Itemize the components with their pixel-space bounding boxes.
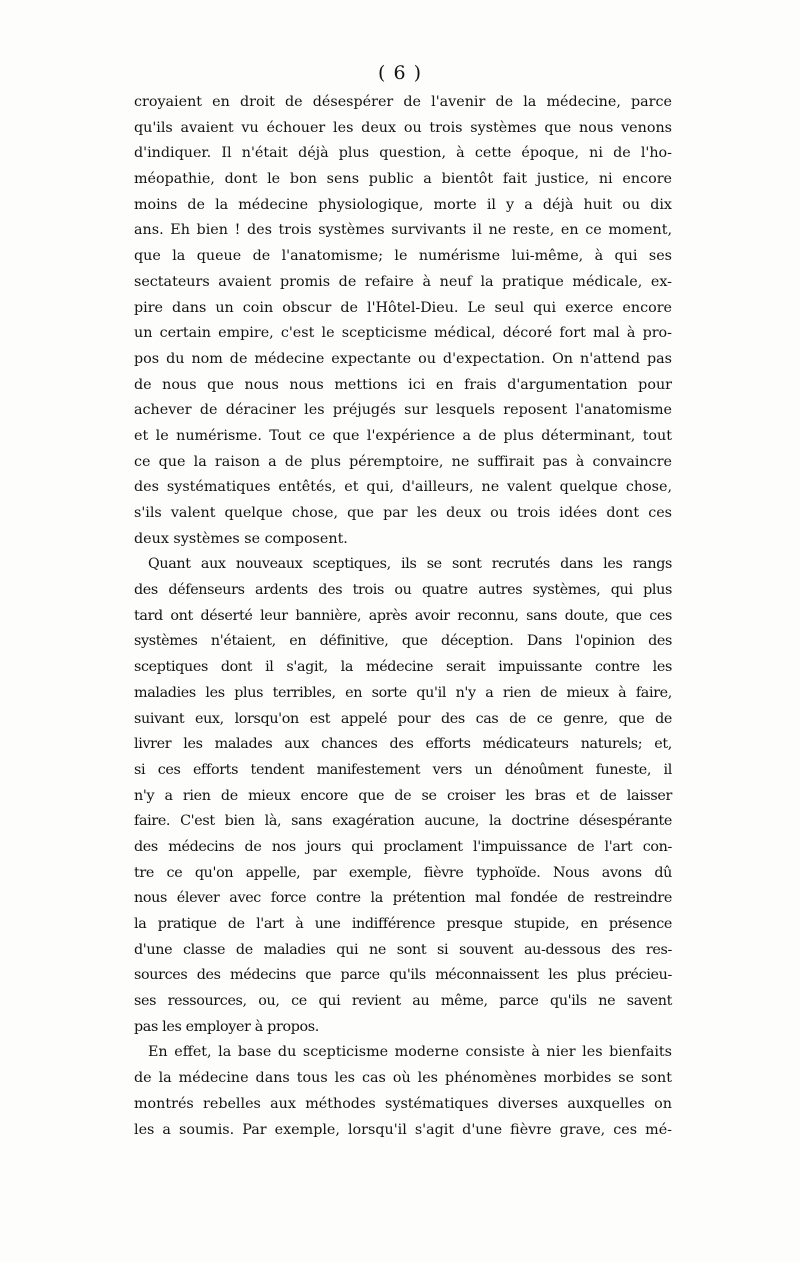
text-line: pas les employer à propos.	[134, 1018, 319, 1035]
text-line: ses ressources, ou, ce qui revient au même, parce qu'ils ne savent	[134, 993, 672, 1010]
paragraph-1	[134, 90, 672, 552]
paragraph-3	[134, 1040, 672, 1143]
text-line: ans. Eh bien ! des trois systèmes survivants il ne reste, en ce moment,	[134, 222, 672, 239]
text-line: suivant eux, lorsqu'on est appelé pour des cas de ce genre, que de	[134, 710, 672, 727]
text-line: d'indiquer. Il n'était déjà plus question, à cette époque, ni de l'ho-	[134, 145, 672, 162]
text-line: Quant aux nouveaux sceptiques, ils se sont recrutés dans les rangs	[148, 556, 672, 573]
text-line: nous élever avec force contre la prétention mal fondée de restreindre	[134, 890, 672, 907]
text-line: systèmes n'étaient, en définitive, que déception. Dans l'opinion des	[134, 633, 672, 650]
text-line: la pratique de l'art à une indifférence presque stupide, en présence	[134, 916, 672, 932]
text-line: achever de déraciner les préjugés sur lesquels reposent l'anatomisme	[134, 402, 672, 419]
text-line: maladies les plus terribles, en sorte qu'il n'y a rien de mieux à faire,	[134, 684, 672, 701]
text-line: des médecins de nos jours qui proclament l'impuissance de l'art con-	[134, 838, 672, 855]
text-line: de nous que nous nous mettions ici en frais d'argumentation pour	[134, 376, 672, 393]
body-text	[134, 90, 672, 1143]
text-line: n'y a rien de mieux encore que de se croiser les bras et de laisser	[134, 787, 672, 804]
text-line: croyaient en droit de désespérer de l'avenir de la médecine, parce	[134, 94, 672, 110]
text-line: sources des médecins que parce qu'ils méconnaissent les plus précieu-	[134, 967, 672, 984]
text-line: faire. C'est bien là, sans exagération aucune, la doctrine désespérante	[134, 813, 672, 830]
text-line: deux systèmes se composent.	[134, 530, 348, 547]
text-line: si ces efforts tendent manifestement vers un dénoûment funeste, il	[134, 761, 672, 778]
text-line: d'une classe de maladies qui ne sont si souvent au-dessous des res-	[134, 941, 672, 958]
text-line: moins de la médecine physiologique, morte il y a déjà huit ou dix	[134, 196, 672, 213]
paragraph-2	[134, 552, 672, 1040]
text-line: tre ce qu'on appelle, par exemple, fièvre typhoïde. Nous avons dû	[134, 864, 672, 881]
text-line: que la queue de l'anatomisme; le numérisme lui-même, à qui ses	[134, 248, 672, 265]
text-line: de la médecine dans tous les cas où les phénomènes morbides se sont	[134, 1070, 672, 1087]
text-line: les a soumis. Par exemple, lorsqu'il s'agit d'une fièvre grave, ces mé-	[134, 1121, 672, 1138]
text-line: ce que la raison a de plus péremptoire, ne suffirait pas à convaincre	[134, 453, 672, 470]
text-line: s'ils valent quelque chose, que par les deux ou trois idées dont ces	[134, 505, 672, 521]
text-line: un certain empire, c'est le scepticisme médical, décoré fort mal à pro-	[134, 325, 672, 342]
text-line: tard ont déserté leur bannière, après avoir reconnu, sans doute, que ces	[134, 607, 672, 624]
text-line: sceptiques dont il s'agit, la médecine serait impuissante contre les	[134, 659, 672, 676]
text-line: et le numérisme. Tout ce que l'expérience a de plus déterminant, tout	[134, 427, 672, 444]
page-number: ( 6 )	[378, 62, 422, 84]
text-line: pos du nom de médecine expectante ou d'expectation. On n'attend pas	[134, 350, 672, 367]
text-line: qu'ils avaient vu échouer les deux ou trois systèmes que nous venons	[134, 119, 672, 136]
text-line: livrer les malades aux chances des efforts médicateurs naturels; et,	[134, 736, 672, 753]
text-line: sectateurs avaient promis de refaire à neuf la pratique médicale, ex-	[134, 273, 672, 290]
text-line: des défenseurs ardents des trois ou quatre autres systèmes, qui plus	[134, 582, 672, 599]
text-line: montrés rebelles aux méthodes systématiques diverses auxquelles on	[134, 1095, 672, 1112]
text-line: méopathie, dont le bon sens public a bientôt fait justice, ni encore	[134, 171, 672, 188]
text-line: des systématiques entêtés, et qui, d'ailleurs, ne valent quelque chose,	[134, 479, 672, 496]
text-line: En effet, la base du scepticisme moderne consiste à nier les bienfaits	[148, 1044, 672, 1061]
text-line: pire dans un coin obscur de l'Hôtel-Dieu. Le seul qui exerce encore	[134, 299, 672, 316]
